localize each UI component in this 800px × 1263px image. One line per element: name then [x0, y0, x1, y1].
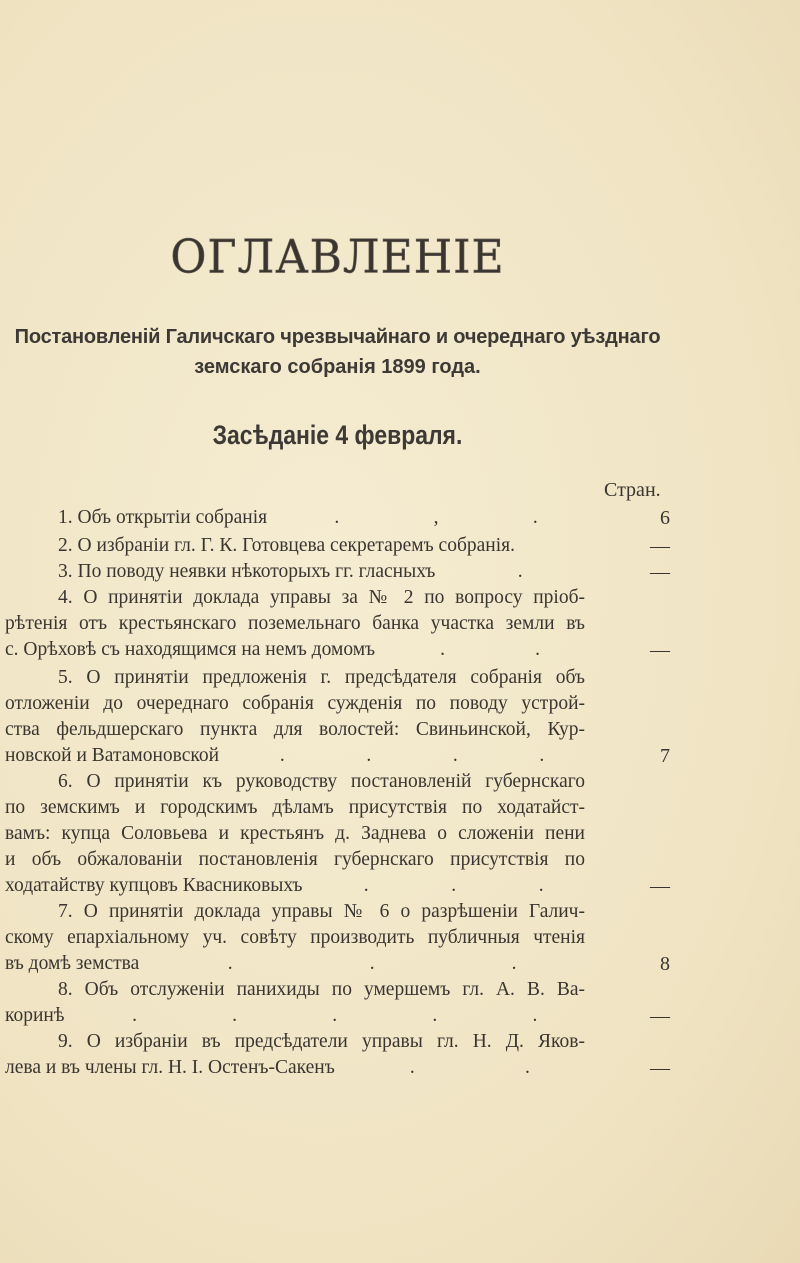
toc-page-number: — — [650, 1057, 670, 1079]
dot-leader: . — [538, 875, 544, 896]
toc-item-line — [5, 848, 585, 872]
toc-item-line — [58, 978, 585, 1002]
dot-leader: . — [227, 953, 233, 974]
toc-item-text: по земскимъ и городскимъ дѣламъ присутствiя по ходатайст- — [5, 797, 585, 818]
toc-item-text: 2. О избранiи гл. Г. К. Готовцева секретаремъ собранiя. — [58, 535, 515, 556]
toc-item-line — [5, 744, 585, 768]
toc-item-line — [58, 900, 585, 924]
toc-item-text: 8. Объ отслуженiи панихиды по умершемъ гл. А. В. Ва- — [58, 979, 585, 1000]
dot-leaders — [219, 744, 585, 768]
toc-page-number: 6 — [660, 507, 670, 529]
toc-item-text: вамъ: купца Соловьева и крестьянъ д. Заднева о сложенiи пени — [5, 823, 585, 844]
session-title: Засѣданiе 4 февраля. — [212, 420, 463, 450]
toc-item-line — [5, 612, 585, 636]
dot-leader: . — [440, 639, 446, 660]
toc-item-text: 9. О избранiи въ предсѣдатели управы гл. Н. Д. Яков- — [58, 1031, 585, 1052]
dot-leader: . — [432, 1005, 438, 1026]
dot-leader: . — [363, 875, 369, 896]
dot-leaders — [375, 638, 585, 662]
toc-page-number: 7 — [660, 745, 670, 767]
dot-leader: . — [525, 1057, 530, 1078]
toc-page-number: 8 — [660, 953, 670, 975]
dot-leader: . — [452, 745, 458, 766]
toc-item-text: рѣтенiя отъ крестьянскаго поземельнаго банка участка земли въ — [5, 613, 585, 634]
toc-item-line — [58, 666, 585, 690]
dot-leader: . — [279, 745, 285, 766]
toc-item-line — [58, 1030, 585, 1054]
toc-item-text: 4. О принятiи доклада управы за № 2 по вопросу прiоб- — [58, 587, 585, 608]
dot-leaders — [302, 874, 585, 898]
dot-leader: . — [332, 1005, 338, 1026]
dot-leader: . — [366, 745, 372, 766]
dot-leaders — [267, 506, 585, 530]
toc-item-text: въ домѣ земства — [5, 953, 140, 974]
dot-leaders — [515, 534, 585, 558]
heading-line-1: Постановленiй Галичскаго чрезвычайнаго и очереднаго уѣзднаго — [14, 326, 661, 348]
toc-item-line — [5, 952, 585, 976]
dot-leaders — [64, 1004, 585, 1028]
toc-item-line — [58, 560, 585, 584]
dot-leader: . — [539, 745, 545, 766]
toc-item-line — [5, 926, 585, 950]
toc-item-text: 1. Объ открытiи собранiя — [58, 507, 268, 528]
dot-leader: . — [409, 1057, 415, 1078]
heading-line-2: земскаго собранiя 1899 года. — [194, 356, 481, 378]
toc-item-text: 3. По поводу неявки нѣкоторыхъ гг. гласныхъ — [58, 561, 436, 582]
dot-leader: , — [433, 507, 439, 528]
toc-item-line — [5, 692, 585, 716]
toc-item-line — [58, 506, 585, 530]
dot-leader: . — [532, 1005, 538, 1026]
toc-item-line — [5, 718, 585, 742]
dot-leaders — [139, 952, 585, 976]
toc-item-line — [5, 822, 585, 846]
toc-page-number: — — [650, 561, 670, 583]
dot-leader: . — [517, 561, 523, 582]
page-column-header: Стран. — [604, 479, 661, 501]
toc-item-text: отложенiи до очереднаго собранiя сужденiя по поводу устрой- — [5, 693, 585, 714]
dot-leader: . — [511, 953, 517, 974]
toc-page-number: — — [650, 875, 670, 897]
toc-item-text: ства фельдшерскаго пункта для волостей: Свиньинской, Кур- — [5, 719, 585, 740]
toc-item-line — [58, 586, 585, 610]
toc-item-text: скому епархiальному уч. совѣту производить публичныя чтенiя — [5, 927, 585, 948]
toc-item-line — [5, 1056, 585, 1080]
toc-item-line — [5, 874, 585, 898]
toc-item-line — [5, 638, 585, 662]
toc-item-line — [58, 534, 585, 558]
toc-item-text: и объ обжалованiи постановленiя губернскаго присутствiя по — [5, 849, 585, 870]
toc-item-line — [5, 796, 585, 820]
toc-item-text: ходатайству купцовъ Квасниковыхъ — [5, 875, 303, 896]
dot-leaders — [335, 1056, 585, 1080]
dot-leader: . — [334, 507, 340, 528]
dot-leaders — [435, 560, 585, 584]
toc-item-text: новской и Ватамоновской — [5, 745, 220, 766]
dot-leader: . — [232, 1005, 238, 1026]
toc-item-text: лева и въ члены гл. Н. I. Остенъ-Сакенъ — [5, 1057, 335, 1078]
dot-leader: . — [535, 639, 540, 660]
dot-leader: . — [451, 875, 457, 896]
toc-item-text: 7. О принятiи доклада управы № 6 о разрѣшенiи Галич- — [58, 901, 585, 922]
dot-leader: . — [132, 1005, 137, 1026]
toc-item-text: с. Орѣховѣ съ находящимся на немъ домомъ — [5, 639, 376, 660]
toc-page-number: — — [650, 1005, 670, 1027]
toc-item-text: 5. О принятiи предложенiя г. предсѣдателя собранiя объ — [58, 667, 585, 688]
toc-page-number: — — [650, 535, 670, 557]
toc-item-text: 6. О принятiи къ руководству постановленiй губернскаго — [58, 771, 585, 792]
dot-leader: . — [369, 953, 375, 974]
dot-leader: . — [532, 507, 538, 528]
ornate-title: ОГЛАВЛЕНIЕ — [170, 230, 505, 285]
toc-page-number: — — [650, 639, 670, 661]
toc-item-line — [58, 770, 585, 794]
toc-item-line — [5, 1004, 585, 1028]
toc-item-text: коринѣ — [5, 1005, 65, 1026]
